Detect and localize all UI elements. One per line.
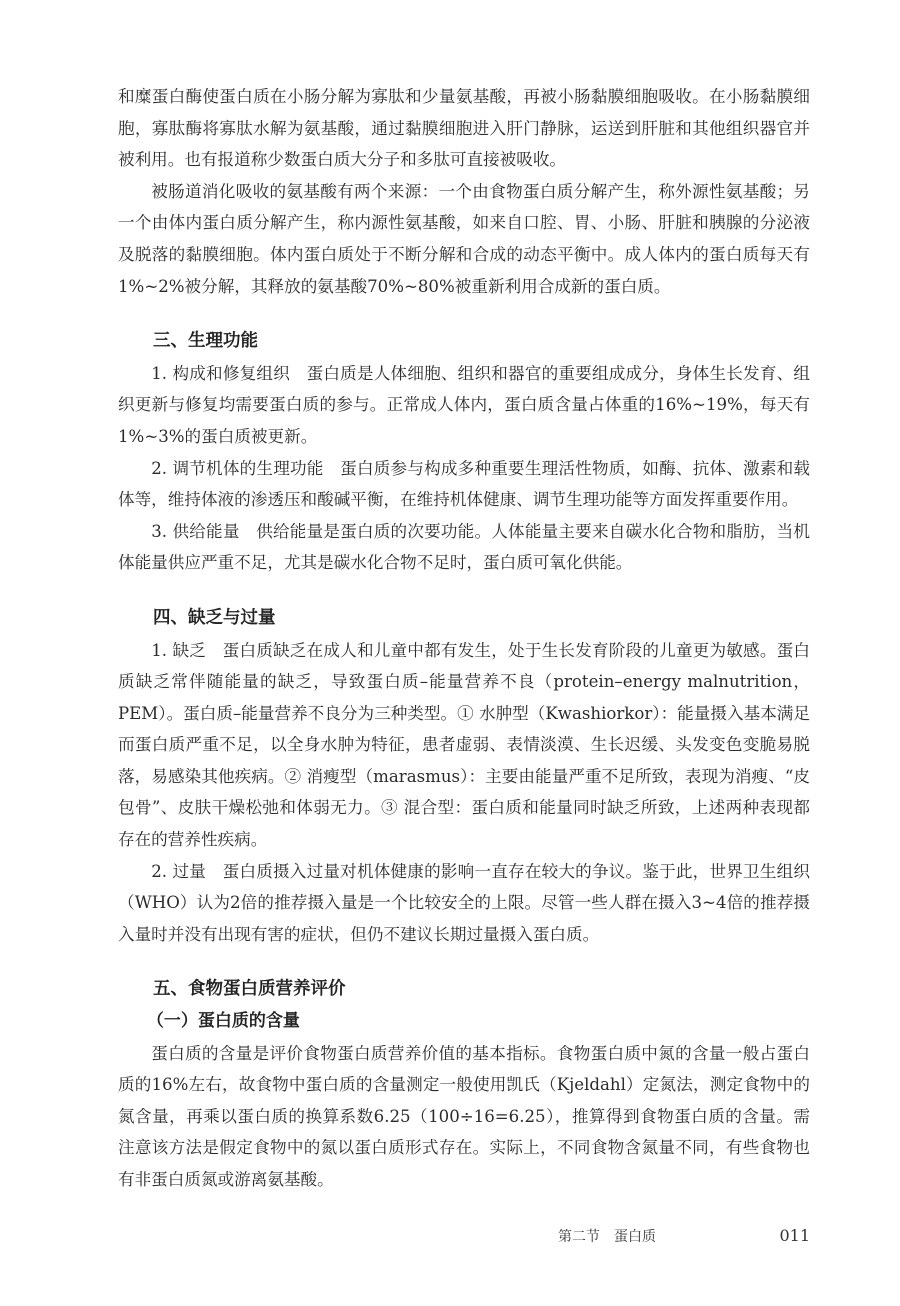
item-lead: 1. 缺乏 bbox=[151, 640, 207, 660]
paragraph bbox=[118, 516, 810, 579]
page-footer bbox=[118, 1196, 810, 1246]
item-lead: 3. 供给能量 bbox=[151, 521, 240, 541]
page-number: 011 bbox=[779, 1225, 810, 1245]
section-deficiency-excess bbox=[118, 603, 810, 951]
item-text: 蛋白质参与构成多种重要生理活性物质，如酶、抗体、激素和载体等，维持体液的渗透压和酸碱平衡，在维持机体健康、调节生理功能等方面发挥重要作用。 bbox=[118, 458, 811, 510]
paragraph bbox=[118, 856, 810, 951]
paragraph bbox=[118, 453, 810, 516]
section-heading: 四、缺乏与过量 bbox=[153, 607, 276, 628]
section-heading: 五、食物蛋白质营养评价 bbox=[153, 979, 346, 1000]
paragraph bbox=[118, 635, 810, 856]
paragraph bbox=[118, 358, 810, 453]
item-text: 蛋白质缺乏在成人和儿童中都有发生，处于生长发育阶段的儿童更为敏感。蛋白质缺乏常伴随能量的缺乏，导致蛋白质–能量营养不良（protein–energy malnutrition，PEM）。蛋白质–能量营养不良分为三种类型。① 水肿型（Kwashiorkor）：能量摄入基本满足而蛋白质严重不足，以全身水肿为特征，患者虚弱、表情淡漠、生长迟缓、头发变色变脆易脱落，易感染其他疾病。② 消瘦型（marasmus）：主要由能量严重不足所致，表现为消瘦、“皮包骨”、皮肤干燥松弛和体弱无力。③ 混合型：蛋白质和能量同时缺乏所致，上述两种表现都存在的营养性疾病。 bbox=[118, 640, 810, 850]
running-footer-chapter: 第二节 蛋白质 bbox=[558, 1228, 656, 1245]
item-text: 蛋白质是人体细胞、组织和器官的重要组成成分，身体生长发育、组织更新与修复均需要蛋白质的参与。正常成人体内，蛋白质含量占体重的16%~19%，每天有1%~3%的蛋白质被更新。 bbox=[118, 363, 811, 446]
item-text: 供给能量是蛋白质的次要功能。人体能量主要来自碳水化合物和脂肪，当机体能量供应严重不足，尤其是碳水化合物不足时，蛋白质可氧化供能。 bbox=[118, 521, 811, 573]
paragraph: 蛋白质的含量是评价食物蛋白质营养价值的基本指标。食物蛋白质中氮的含量一般占蛋白质的16%左右，故食物中蛋白质的含量测定一般使用凯氏（Kjeldahl）定氮法，测定食物中的氮含量，再乘以蛋白质的换算系数6.25（100÷16=6.25），推算得到食物蛋白质的含量。需注意该方法是假定食物中的氮以蛋白质形式存在。实际上，不同食物含氮量不同，有些食物也有非蛋白质氮或游离氨基酸。 bbox=[118, 1043, 810, 1189]
section-physiological-function bbox=[118, 326, 810, 579]
item-text: 蛋白质摄入过量对机体健康的影响一直存在较大的争议。鉴于此，世界卫生组织（WHO）认为2倍的推荐摄入量是一个比较安全的上限。尽管一些人群在摄入3~4倍的推荐摄入量时并没有出现有害的症状，但仍不建议长期过量摄入蛋白质。 bbox=[118, 861, 810, 944]
item-lead: 2. 过量 bbox=[151, 861, 207, 881]
section-protein-evaluation bbox=[118, 974, 810, 1195]
section-heading: 三、生理功能 bbox=[153, 331, 258, 352]
subsection-heading: （一）蛋白质的含量 bbox=[146, 1011, 300, 1032]
item-lead: 2. 调节机体的生理功能 bbox=[151, 458, 324, 478]
item-lead: 1. 构成和修复组织 bbox=[151, 363, 290, 383]
intro-text bbox=[118, 81, 810, 302]
paragraph: 和糜蛋白酶使蛋白质在小肠分解为寡肽和少量氨基酸，再被小肠黏膜细胞吸收。在小肠黏膜细胞，寡肽酶将寡肽水解为氨基酸，通过黏膜细胞进入肝门静脉，运送到肝脏和其他组织器官并被利用。也有报道称少数蛋白质大分子和多肽可直接被吸收。 bbox=[118, 87, 810, 170]
paragraph: 被肠道消化吸收的氨基酸有两个来源：一个由食物蛋白质分解产生，称外源性氨基酸；另一个由体内蛋白质分解产生，称内源性氨基酸，如来自口腔、胃、小肠、肝脏和胰腺的分泌液及脱落的黏膜细胞。体内蛋白质处于不断分解和合成的动态平衡中。成人体内的蛋白质每天有1%~2%被分解，其释放的氨基酸70%~80%被重新利用合成新的蛋白质。 bbox=[118, 181, 810, 296]
